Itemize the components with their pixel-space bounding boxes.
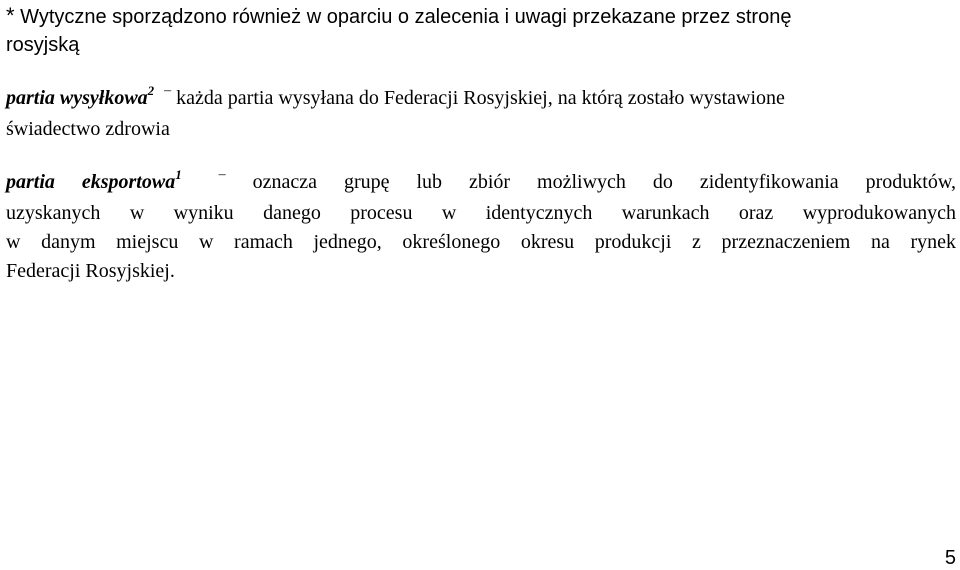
- definition-text-line-1: każda partia wysyłana do Federacji Rosyjskiej, na którą zostało wystawione: [176, 87, 785, 109]
- introductory-note: [6, 2, 954, 59]
- definition-text-line-2: uzyskanych w wyniku danego procesu w identycznych warunkach oraz wyprodukowanych: [6, 202, 956, 224]
- footnote-reference: 2: [147, 83, 155, 98]
- definition-line-1: [6, 84, 956, 115]
- definition-text-line-3: w danym miejscu w ramach jednego, określonego okresu produkcji z przeznaczeniem na rynek: [6, 231, 956, 253]
- footnote-reference: 1: [175, 167, 182, 182]
- definition-line-1: [6, 168, 956, 199]
- definition-dash: –: [218, 167, 226, 182]
- definition-text-line-4: Federacji Rosyjskiej.: [6, 260, 175, 282]
- note-text-line-1: Wytyczne sporządzono również w oparciu o zalecenia i uwagi przekazane przez stronę: [14, 6, 792, 28]
- note-text-line-2: rosyjską: [6, 34, 80, 56]
- definition-partia-wysylkowa: [6, 84, 956, 143]
- definition-text-line-1: oznacza grupę lub zbiór możliwych do zidentyfikowania produktów,: [252, 171, 957, 193]
- definition-text-line-2: świadectwo zdrowia: [6, 118, 170, 140]
- definition-term: partia eksportowa: [6, 171, 176, 193]
- note-line-1: [6, 2, 954, 31]
- definition-partia-eksportowa: [6, 168, 956, 286]
- asterisk-marker: *: [6, 3, 15, 28]
- page-number: 5: [944, 547, 956, 569]
- definition-term: partia wysyłkowa: [6, 87, 148, 109]
- definition-dash: –: [164, 83, 172, 98]
